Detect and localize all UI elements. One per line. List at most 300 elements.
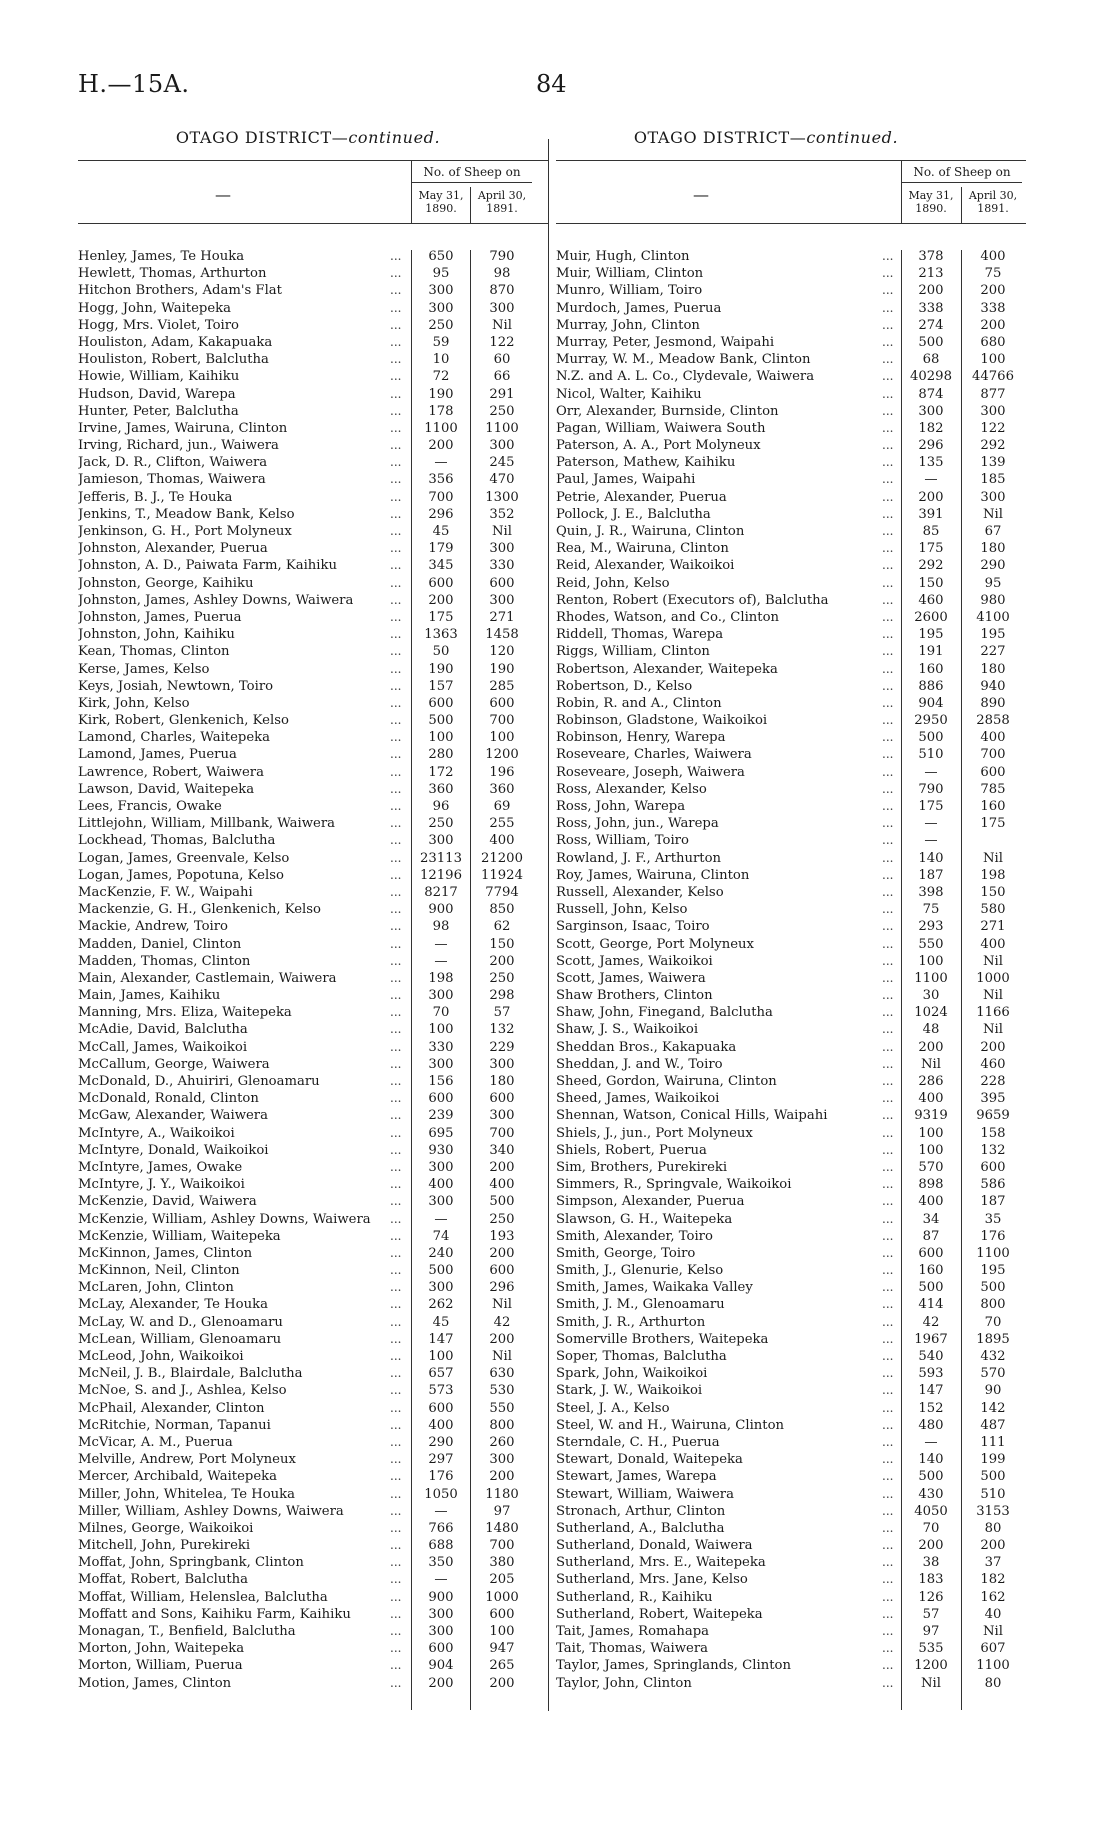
- table-row: [556, 471, 1026, 488]
- table-row: [78, 403, 548, 420]
- sheep-1891: 70: [984, 1314, 1002, 1330]
- sheep-1891: 2858: [976, 713, 1010, 729]
- row-leader-dots: ...: [882, 970, 894, 985]
- row-leader-dots: ...: [882, 1606, 894, 1621]
- table-row: [78, 506, 548, 523]
- row-leader-dots: ...: [882, 1005, 894, 1020]
- sheep-1891: 180: [980, 541, 1006, 557]
- table-row: [78, 265, 548, 282]
- row-leader-dots: ...: [390, 1263, 402, 1278]
- sheep-1890: 160: [918, 661, 944, 677]
- row-leader-dots: ...: [882, 1572, 894, 1587]
- table-row: [78, 1554, 548, 1571]
- row-name: Reid, Alexander, Waikoikoi: [556, 558, 735, 574]
- sheep-1891: 300: [489, 1452, 515, 1468]
- row-leader-dots: ...: [882, 1383, 894, 1398]
- row-name: Sutherland, A., Balclutha: [556, 1520, 725, 1536]
- table-row: [78, 1589, 548, 1606]
- row-leader-dots: ...: [390, 764, 402, 779]
- sheep-1891: 630: [489, 1366, 515, 1382]
- column-rule: [901, 250, 902, 1710]
- table-row: [78, 1537, 548, 1554]
- sheep-1891: Nil: [492, 317, 512, 333]
- sheep-1890: —: [924, 472, 938, 488]
- table-row: [556, 1537, 1026, 1554]
- date1-line1: May 31,: [908, 189, 954, 202]
- table-row: [78, 1365, 548, 1382]
- row-name: McCall, James, Waikoikoi: [78, 1039, 248, 1055]
- sheep-1890: 430: [918, 1486, 944, 1502]
- sheep-1891: 586: [980, 1177, 1006, 1193]
- sheep-1891: 300: [980, 403, 1006, 419]
- sheep-1890: 874: [918, 386, 944, 402]
- sheep-1891: 1166: [976, 1005, 1010, 1021]
- sheep-1891: 700: [489, 1125, 515, 1141]
- table-row: [78, 643, 548, 660]
- sheep-1891: 66: [493, 369, 511, 385]
- row-name: Smith, George, Toiro: [556, 1245, 696, 1261]
- row-name: Steel, J. A., Kelso: [556, 1400, 670, 1416]
- sheep-1890: 600: [428, 1400, 454, 1416]
- left-table: [78, 160, 548, 1691]
- sheep-1890: 98: [432, 919, 450, 935]
- sheep-1891: 296: [489, 1280, 515, 1296]
- table-row: [556, 953, 1026, 970]
- table-row: [78, 1176, 548, 1193]
- sheep-1891: 580: [980, 902, 1006, 918]
- row-name: Kirk, John, Kelso: [78, 695, 190, 711]
- sheep-1890: 1363: [424, 627, 458, 643]
- row-leader-dots: ...: [390, 1383, 402, 1398]
- row-name: Sutherland, Donald, Waiwera: [556, 1538, 753, 1554]
- sheep-1891: 200: [489, 1469, 515, 1485]
- table-row: [556, 334, 1026, 351]
- table-row: [78, 540, 548, 557]
- sheep-1890: 198: [428, 970, 454, 986]
- table-row: [78, 1314, 548, 1331]
- table-row: [78, 471, 548, 488]
- row-name: Stronach, Arthur, Clinton: [556, 1503, 726, 1519]
- row-leader-dots: ...: [882, 455, 894, 470]
- row-name: Johnston, George, Kaihiku: [78, 575, 254, 591]
- sheep-1891: 195: [980, 627, 1006, 643]
- sheep-1890: 296: [918, 438, 944, 454]
- row-leader-dots: ...: [882, 781, 894, 796]
- row-name: Ross, William, Toiro: [556, 833, 689, 849]
- table-row: [556, 1503, 1026, 1520]
- table-row: [556, 1400, 1026, 1417]
- row-leader-dots: ...: [882, 249, 894, 263]
- row-name: Munro, William, Toiro: [556, 283, 703, 299]
- row-leader-dots: ...: [882, 1211, 894, 1226]
- sheep-1891: 800: [489, 1417, 515, 1433]
- sheep-1891: 198: [980, 867, 1006, 883]
- row-leader-dots: ...: [390, 592, 402, 607]
- table-row: [78, 420, 548, 437]
- sheep-1890: 190: [428, 386, 454, 402]
- row-name: Hewlett, Thomas, Arthurton: [78, 266, 267, 282]
- row-leader-dots: ...: [882, 334, 894, 349]
- sheep-1890: 290: [428, 1434, 454, 1450]
- sheep-1890: 500: [918, 1280, 944, 1296]
- row-name: Murray, John, Clinton: [556, 317, 700, 333]
- district-title-italic: continued.: [806, 128, 899, 147]
- sheep-1891: Nil: [492, 1349, 512, 1364]
- row-name: McLeod, John, Waikoikoi: [78, 1349, 244, 1364]
- sheep-1891: 132: [980, 1142, 1006, 1158]
- row-name: Hogg, Mrs. Violet, Toiro: [78, 317, 239, 333]
- sheep-1891: 162: [980, 1589, 1006, 1605]
- sheep-1890: 8217: [424, 884, 458, 900]
- district-title-right: [536, 128, 996, 147]
- row-name: Hunter, Peter, Balclutha: [78, 403, 239, 419]
- sheep-1891: 700: [980, 747, 1006, 763]
- table-row: [78, 351, 548, 368]
- row-name: Sim, Brothers, Purekireki: [556, 1159, 728, 1175]
- table-row: [556, 626, 1026, 643]
- row-name: McLaren, John, Clinton: [78, 1280, 234, 1296]
- row-leader-dots: ...: [390, 816, 402, 831]
- row-name: Jamieson, Thomas, Waiwera: [78, 472, 266, 488]
- sheep-1890: 42: [922, 1314, 940, 1330]
- row-leader-dots: ...: [390, 575, 402, 590]
- table-row: [556, 506, 1026, 523]
- sheep-header: No. of Sheep on: [902, 165, 1022, 183]
- row-name: Sterndale, C. H., Puerua: [556, 1434, 720, 1450]
- row-name: Rowland, J. F., Arthurton: [556, 850, 722, 866]
- row-leader-dots: ...: [882, 1366, 894, 1381]
- row-leader-dots: ...: [882, 884, 894, 899]
- row-leader-dots: ...: [882, 1538, 894, 1553]
- table-row: [78, 1039, 548, 1056]
- row-leader-dots: ...: [882, 403, 894, 418]
- row-leader-dots: ...: [390, 1039, 402, 1054]
- table-row: [556, 368, 1026, 385]
- sheep-1890: 398: [918, 884, 944, 900]
- row-name: MacKenzie, F. W., Waipahi: [78, 884, 253, 900]
- table-row: [78, 609, 548, 626]
- table-row: [556, 1434, 1026, 1451]
- sheep-1891: 340: [489, 1142, 515, 1158]
- table-row: [556, 867, 1026, 884]
- table-row: [78, 575, 548, 592]
- row-name: Smith, James, Waikaka Valley: [556, 1280, 753, 1296]
- sheep-1891: 890: [980, 695, 1006, 711]
- sheep-1891: 200: [489, 1159, 515, 1175]
- table-row: [78, 798, 548, 815]
- sheep-1891: 380: [489, 1555, 515, 1571]
- row-leader-dots: ...: [882, 1108, 894, 1123]
- row-name: McIntyre, James, Owake: [78, 1159, 243, 1175]
- table-row: [556, 282, 1026, 299]
- table-row: [78, 884, 548, 901]
- table-row: [78, 523, 548, 540]
- table-row: [556, 1107, 1026, 1124]
- sheep-1890: —: [434, 1211, 448, 1227]
- table-row: [78, 1296, 548, 1313]
- sheep-1891: 300: [980, 489, 1006, 505]
- name-column-header: —: [693, 185, 709, 204]
- sheep-1891: 292: [980, 438, 1006, 454]
- date1-line2: 1890.: [425, 202, 457, 215]
- row-name: Irvine, James, Wairuna, Clinton: [78, 420, 288, 436]
- row-leader-dots: ...: [390, 300, 402, 315]
- row-name: Mitchell, John, Purekireki: [78, 1538, 251, 1554]
- sheep-1890: 600: [428, 1091, 454, 1107]
- row-leader-dots: ...: [390, 283, 402, 298]
- table-row: [556, 884, 1026, 901]
- table-row: [556, 1348, 1026, 1365]
- sheep-1890: 68: [922, 352, 940, 368]
- row-name: Somerville Brothers, Waitepeka: [556, 1331, 769, 1347]
- sheep-1891: 352: [489, 506, 515, 522]
- sheep-1890: 152: [918, 1400, 944, 1416]
- sheep-1890: 540: [918, 1349, 944, 1364]
- row-name: Houliston, Adam, Kakapuaka: [78, 334, 273, 350]
- table-row: [78, 953, 548, 970]
- sheep-1891: 432: [980, 1349, 1006, 1364]
- row-leader-dots: ...: [882, 1194, 894, 1209]
- sheep-1890: 183: [918, 1572, 944, 1588]
- row-name: Robinson, Henry, Warepa: [556, 730, 726, 746]
- table-row: [78, 970, 548, 987]
- row-name: Sheddan, J. and W., Toiro: [556, 1056, 723, 1072]
- sheep-1891: 600: [489, 695, 515, 711]
- table-row: [78, 1468, 548, 1485]
- row-leader-dots: ...: [390, 1624, 402, 1638]
- row-name: Johnston, A. D., Paiwata Farm, Kaihiku: [78, 558, 337, 574]
- table-row: [78, 1348, 548, 1365]
- sheep-1891: 460: [980, 1056, 1006, 1072]
- row-leader-dots: ...: [882, 1297, 894, 1312]
- sheep-1890: —: [434, 455, 448, 471]
- row-name: McRitchie, Norman, Tapanui: [78, 1417, 271, 1433]
- sheep-1890: 191: [918, 644, 944, 660]
- sheep-1890: 930: [428, 1142, 454, 1158]
- table-row: [556, 1520, 1026, 1537]
- sheep-1891: 35: [984, 1211, 1002, 1227]
- row-name: Logan, James, Greenvale, Kelso: [78, 850, 290, 866]
- table-row: [78, 1451, 548, 1468]
- table-row: [78, 1107, 548, 1124]
- table-row: [78, 781, 548, 798]
- sheep-1890: 338: [918, 300, 944, 316]
- table-row: [78, 764, 548, 781]
- sheep-1890: 190: [428, 661, 454, 677]
- sheep-1891: 360: [489, 781, 515, 797]
- sheep-1891: 95: [984, 575, 1002, 591]
- sheep-1891: 75: [984, 266, 1002, 282]
- sheep-1890: 286: [918, 1074, 944, 1089]
- row-leader-dots: ...: [390, 1056, 402, 1071]
- sheep-1891: 67: [984, 524, 1002, 539]
- sheep-1890: 510: [918, 747, 944, 763]
- row-leader-dots: ...: [882, 919, 894, 934]
- row-name: Melville, Andrew, Port Molyneux: [78, 1452, 296, 1468]
- sheep-1890: 593: [918, 1366, 944, 1382]
- row-name: Sarginson, Isaac, Toiro: [556, 919, 710, 935]
- sheep-1890: 100: [918, 1142, 944, 1158]
- sheep-1890: 535: [918, 1641, 944, 1657]
- table-row: [78, 1486, 548, 1503]
- name-column-header: —: [215, 185, 231, 204]
- row-leader-dots: ...: [882, 438, 894, 453]
- table-row: [556, 901, 1026, 918]
- row-leader-dots: ...: [882, 678, 894, 693]
- row-name: Smith, Alexander, Toiro: [556, 1228, 713, 1244]
- row-leader-dots: ...: [882, 266, 894, 281]
- sheep-1891: 150: [980, 884, 1006, 900]
- row-leader-dots: ...: [390, 1503, 402, 1518]
- sheep-1891: 228: [980, 1074, 1006, 1089]
- date1-line1: May 31,: [418, 189, 464, 202]
- row-leader-dots: ...: [882, 1331, 894, 1346]
- row-name: Paterson, Mathew, Kaihiku: [556, 455, 736, 471]
- row-name: Lockhead, Thomas, Balclutha: [78, 833, 276, 849]
- row-name: Miller, William, Ashley Downs, Waiwera: [78, 1503, 344, 1519]
- sheep-1890: 135: [918, 455, 944, 471]
- sheep-1891: 1458: [485, 627, 519, 643]
- table-row: [556, 248, 1026, 265]
- row-leader-dots: ...: [390, 1572, 402, 1587]
- sheep-1891: 1000: [976, 970, 1010, 986]
- column-rule: [470, 250, 471, 1710]
- table-row: [556, 1640, 1026, 1657]
- row-leader-dots: ...: [882, 1641, 894, 1656]
- row-leader-dots: ...: [390, 1366, 402, 1381]
- sheep-1890: 292: [918, 558, 944, 574]
- row-leader-dots: ...: [882, 300, 894, 315]
- sheep-1890: 182: [918, 420, 944, 436]
- sheep-1890: 34: [922, 1211, 940, 1227]
- sheep-1890: 147: [918, 1383, 944, 1399]
- table-row: [556, 815, 1026, 832]
- table-row: [78, 1503, 548, 1520]
- row-name: Morton, John, Waitepeka: [78, 1641, 245, 1657]
- sheep-1890: 460: [918, 592, 944, 608]
- sheep-1890: 45: [432, 1314, 450, 1330]
- row-leader-dots: ...: [882, 695, 894, 710]
- sheep-1891: 122: [980, 420, 1006, 436]
- row-leader-dots: ...: [882, 1056, 894, 1071]
- table-row: [556, 1004, 1026, 1021]
- table-row: [78, 1228, 548, 1245]
- sheep-1890: 600: [428, 1641, 454, 1657]
- row-name: McGaw, Alexander, Waiwera: [78, 1108, 268, 1124]
- table-row: [556, 523, 1026, 540]
- sheep-1890: 200: [918, 489, 944, 505]
- table-row: [556, 678, 1026, 695]
- row-name: Lees, Francis, Owake: [78, 799, 222, 814]
- sheep-1890: —: [924, 816, 938, 832]
- sheep-1890: 45: [432, 524, 450, 539]
- sheep-1891: 4100: [976, 609, 1010, 625]
- row-leader-dots: ...: [390, 850, 402, 865]
- sheep-1891: Nil: [983, 506, 1003, 522]
- date2-line1: April 30,: [968, 189, 1018, 202]
- sheep-1890: 274: [918, 317, 944, 333]
- row-leader-dots: ...: [882, 352, 894, 367]
- row-name: Main, James, Kaihiku: [78, 988, 221, 1004]
- sheep-1891: 132: [489, 1022, 515, 1038]
- row-name: McDonald, Ronald, Clinton: [78, 1091, 259, 1107]
- table-row: [78, 832, 548, 849]
- row-leader-dots: ...: [882, 1091, 894, 1106]
- row-leader-dots: ...: [390, 1091, 402, 1106]
- sheep-1890: 72: [432, 369, 450, 385]
- sheep-1890: —: [434, 1503, 448, 1519]
- table-row: [556, 850, 1026, 867]
- sheep-1891: Nil: [983, 1022, 1003, 1038]
- sheep-1891: 3153: [976, 1503, 1010, 1519]
- sheep-1891: 400: [980, 249, 1006, 264]
- table-row: [556, 489, 1026, 506]
- row-name: Stewart, William, Waiwera: [556, 1486, 734, 1502]
- sheep-1891: 62: [493, 919, 511, 935]
- table-row: [78, 1159, 548, 1176]
- sheep-1890: 1100: [424, 420, 458, 436]
- row-leader-dots: ...: [882, 1486, 894, 1501]
- sheep-1891: 176: [980, 1228, 1006, 1244]
- row-leader-dots: ...: [390, 455, 402, 470]
- sheep-1890: 1024: [914, 1005, 948, 1021]
- row-name: McLay, W. and D., Glenoamaru: [78, 1314, 283, 1330]
- sheep-1890: 176: [428, 1469, 454, 1485]
- table-row: [556, 1451, 1026, 1468]
- table-row: [556, 1176, 1026, 1193]
- table-row: [556, 454, 1026, 471]
- sheep-1890: 160: [918, 1263, 944, 1279]
- sheep-1891: 530: [489, 1383, 515, 1399]
- sheep-1890: 766: [428, 1520, 454, 1536]
- row-leader-dots: ...: [882, 369, 894, 384]
- row-name: Hudson, David, Warepa: [78, 386, 236, 402]
- table-row: [556, 437, 1026, 454]
- row-name: Rhodes, Watson, and Co., Clinton: [556, 609, 780, 625]
- row-name: Muir, Hugh, Clinton: [556, 249, 690, 264]
- row-leader-dots: ...: [882, 472, 894, 487]
- table-row: [556, 661, 1026, 678]
- row-leader-dots: ...: [882, 1159, 894, 1174]
- sheep-1890: 100: [918, 953, 944, 969]
- sheep-1890: 300: [428, 1606, 454, 1622]
- row-leader-dots: ...: [390, 1452, 402, 1467]
- table-header: [78, 160, 548, 224]
- sheep-1890: 500: [918, 730, 944, 746]
- sheep-1890: 300: [428, 1056, 454, 1072]
- row-leader-dots: ...: [882, 953, 894, 968]
- table-row: [78, 901, 548, 918]
- row-name: Sutherland, Mrs. Jane, Kelso: [556, 1572, 748, 1588]
- sheep-1890: 57: [922, 1606, 940, 1622]
- sheep-1890: 900: [428, 902, 454, 918]
- sheep-1891: 187: [980, 1194, 1006, 1210]
- row-name: Kean, Thomas, Clinton: [78, 644, 230, 660]
- sheep-1890: 140: [918, 1452, 944, 1468]
- sheep-1890: 378: [918, 249, 944, 264]
- sheep-1891: 180: [489, 1074, 515, 1089]
- row-name: McNoe, S. and J., Ashlea, Kelso: [78, 1383, 287, 1399]
- sheep-1890: 600: [428, 575, 454, 591]
- row-name: Murray, W. M., Meadow Bank, Clinton: [556, 352, 811, 368]
- row-name: Shiels, J., jun., Port Molyneux: [556, 1125, 753, 1141]
- row-leader-dots: ...: [882, 1039, 894, 1054]
- table-row: [78, 1245, 548, 1262]
- table-row: [78, 489, 548, 506]
- row-leader-dots: ...: [390, 644, 402, 659]
- sheep-1890: 900: [428, 1589, 454, 1605]
- table-row: [78, 712, 548, 729]
